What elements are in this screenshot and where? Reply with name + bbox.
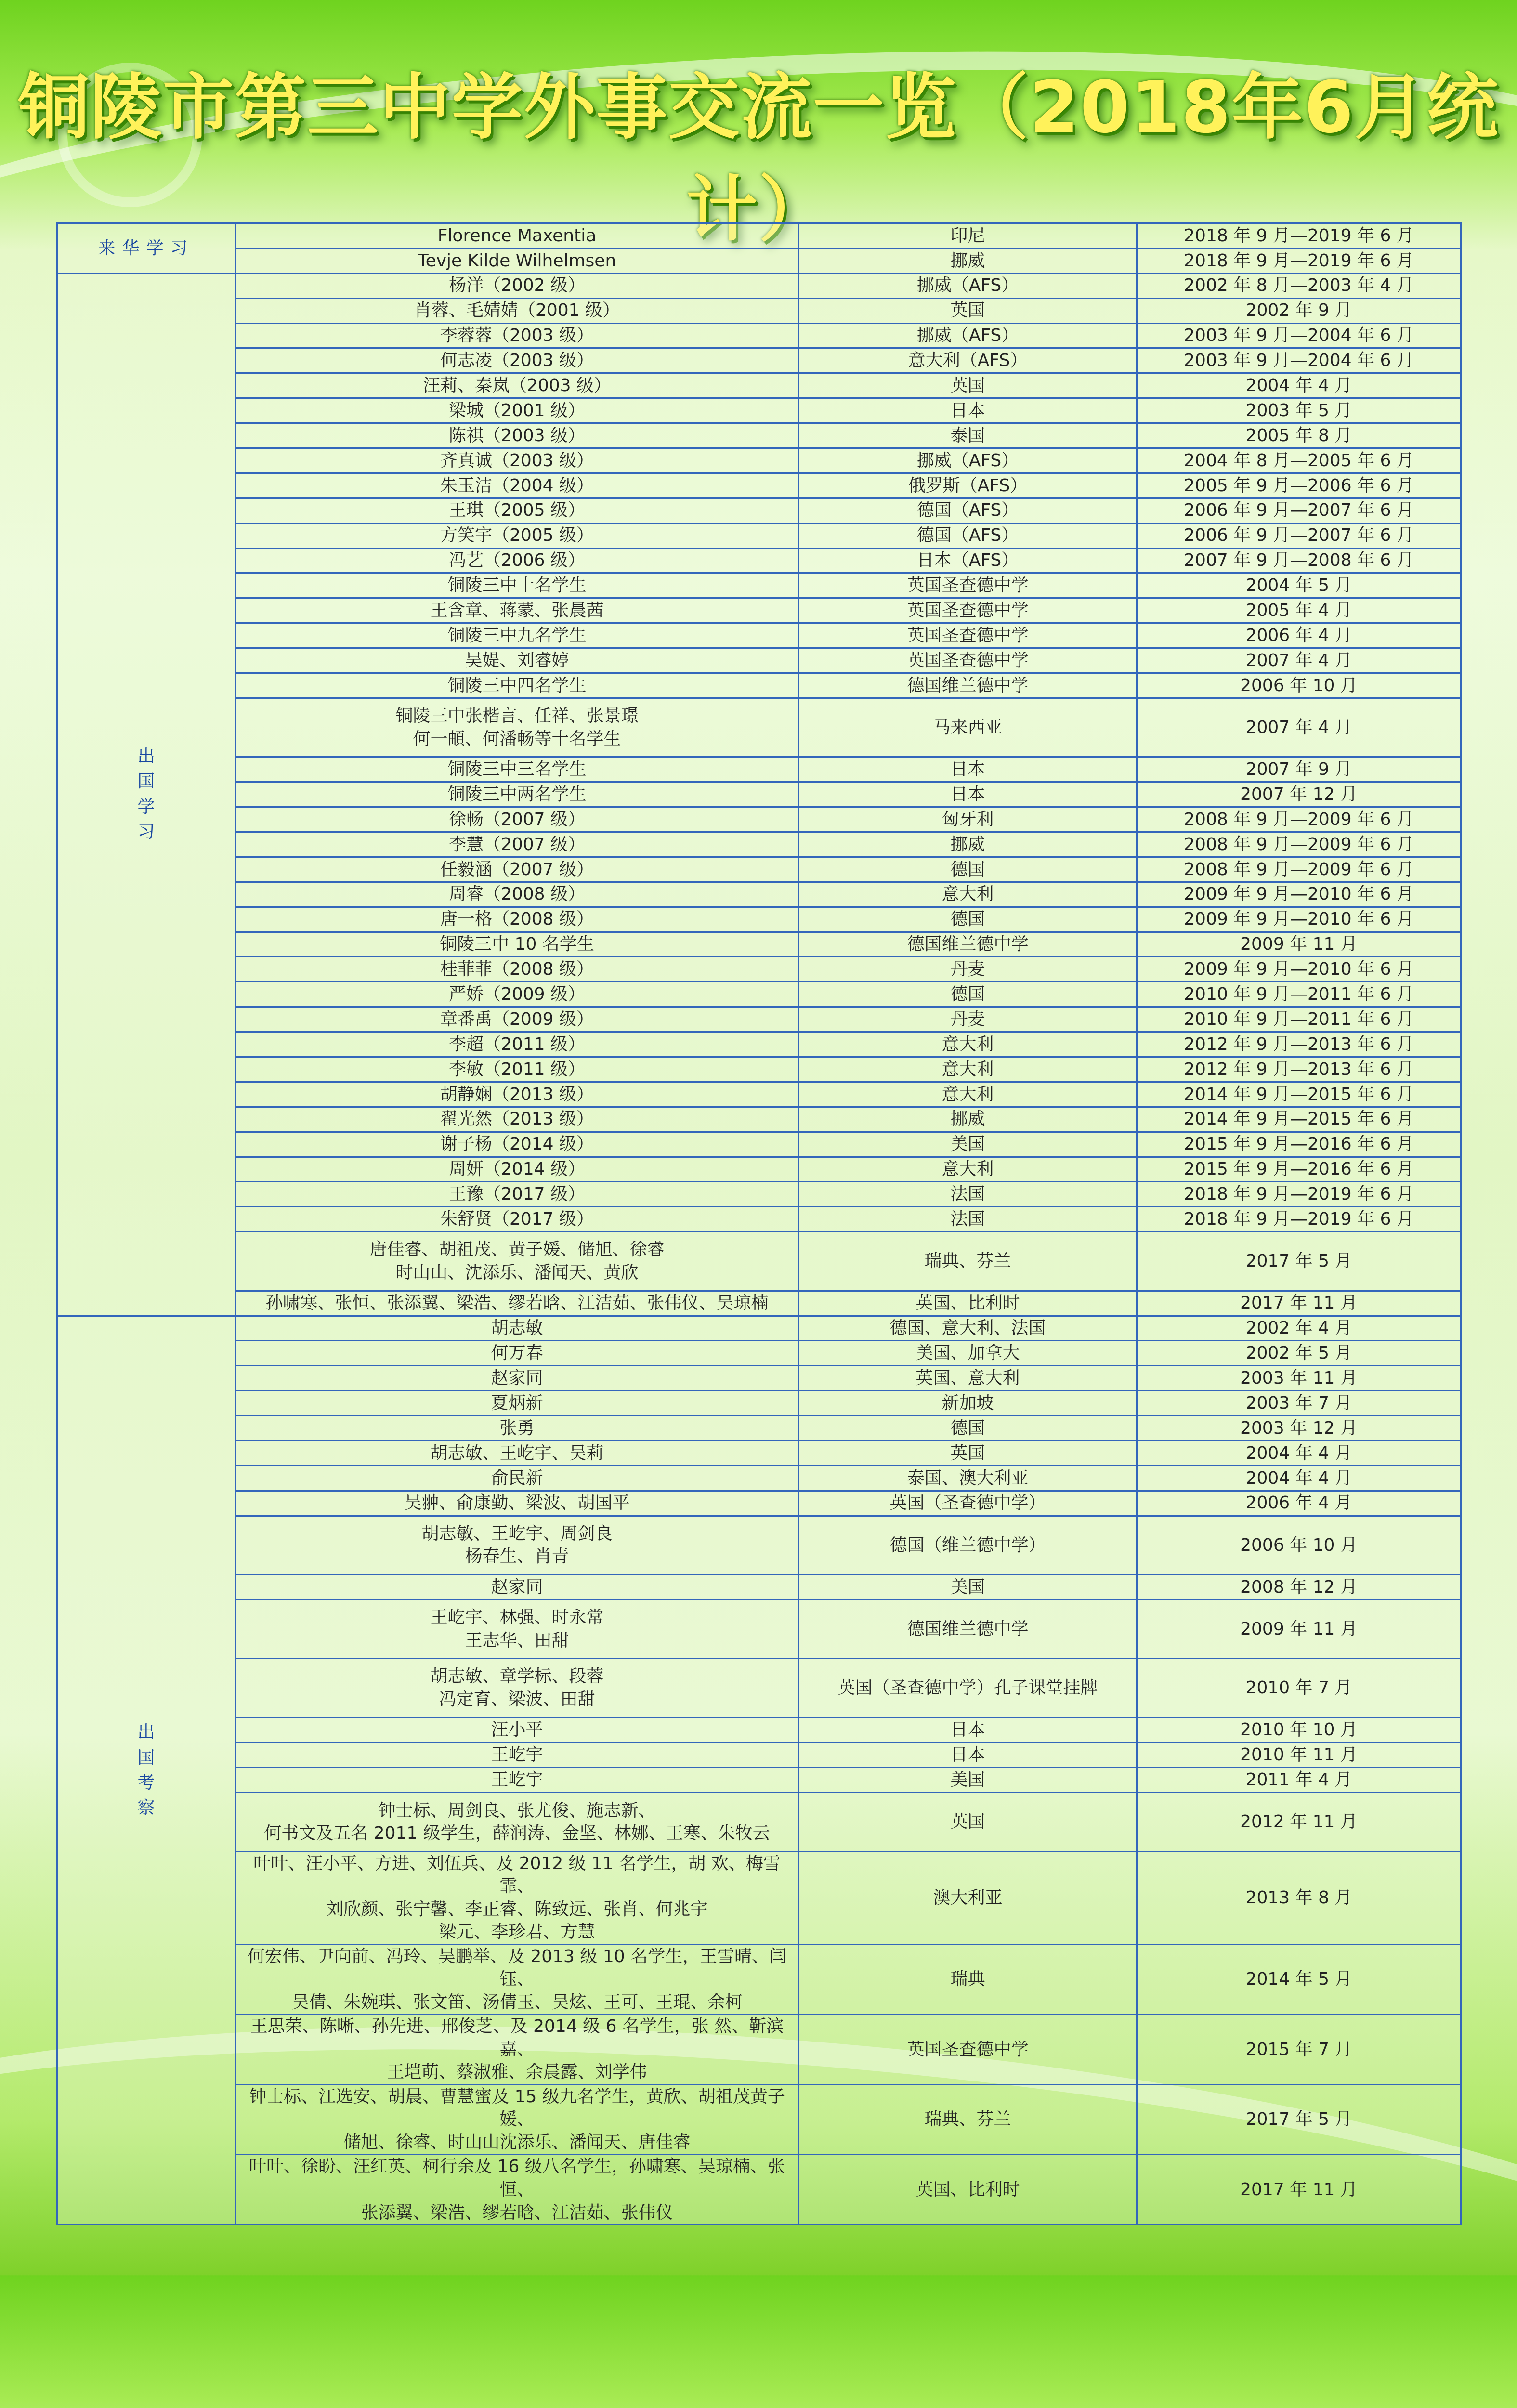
cell-time: 2003 年 9 月—2004 年 6 月 bbox=[1137, 323, 1461, 348]
cell-destination: 挪威（AFS） bbox=[799, 448, 1137, 473]
table-row bbox=[57, 1516, 1461, 1574]
cell-time: 2017 年 5 月 bbox=[1137, 2084, 1461, 2155]
cell-destination: 德国维兰德中学 bbox=[799, 1599, 1137, 1658]
cell-names: 胡志敏 bbox=[235, 1316, 799, 1341]
table-row bbox=[57, 1391, 1461, 1416]
cell-time: 2017 年 11 月 bbox=[1137, 2155, 1461, 2225]
cell-destination: 英国圣查德中学 bbox=[799, 648, 1137, 673]
cell-destination: 法国 bbox=[799, 1207, 1137, 1232]
table-row bbox=[57, 1416, 1461, 1441]
cell-destination: 意大利 bbox=[799, 1032, 1137, 1057]
cell-destination: 英国圣查德中学 bbox=[799, 598, 1137, 623]
cell-destination: 英国圣查德中学 bbox=[799, 623, 1137, 648]
table-row bbox=[57, 1232, 1461, 1291]
cell-time: 2015 年 9 月—2016 年 6 月 bbox=[1137, 1132, 1461, 1157]
cell-names: 铜陵三中十名学生 bbox=[235, 573, 799, 598]
cell-names: 汪小平 bbox=[235, 1717, 799, 1742]
table-row bbox=[57, 1440, 1461, 1466]
cell-names: 李超（2011 级） bbox=[235, 1032, 799, 1057]
table-row bbox=[57, 957, 1461, 982]
cell-destination: 德国（AFS） bbox=[799, 523, 1137, 548]
table-row bbox=[57, 348, 1461, 373]
cell-time: 2009 年 9 月—2010 年 6 月 bbox=[1137, 907, 1461, 932]
cell-time: 2012 年 11 月 bbox=[1137, 1793, 1461, 1851]
cell-destination: 德国、意大利、法国 bbox=[799, 1316, 1137, 1341]
cell-names: 赵家同 bbox=[235, 1366, 799, 1391]
cell-destination: 英国（圣查德中学）孔子课堂挂牌 bbox=[799, 1659, 1137, 1717]
table-row bbox=[57, 548, 1461, 573]
category-lai-hua bbox=[57, 223, 235, 274]
cell-time: 2014 年 5 月 bbox=[1137, 1944, 1461, 2015]
cell-names: 钟士标、江选安、胡晨、曹慧蜜及 15 级九名学生，黄欣、胡祖茂黄子媛、 储旭、徐睿、时山山沈添乐、潘闻天、唐佳睿 bbox=[235, 2084, 799, 2155]
cell-destination: 英国 bbox=[799, 1793, 1137, 1851]
cell-destination: 意大利 bbox=[799, 882, 1137, 907]
cell-time: 2006 年 9 月—2007 年 6 月 bbox=[1137, 498, 1461, 523]
cell-destination: 英国、比利时 bbox=[799, 2155, 1137, 2225]
cell-time: 2007 年 12 月 bbox=[1137, 782, 1461, 807]
cell-time: 2008 年 9 月—2009 年 6 月 bbox=[1137, 807, 1461, 832]
cell-destination: 英国 bbox=[799, 373, 1137, 398]
cell-destination: 意大利 bbox=[799, 1082, 1137, 1107]
cell-time: 2006 年 4 月 bbox=[1137, 1491, 1461, 1516]
cell-time: 2008 年 9 月—2009 年 6 月 bbox=[1137, 832, 1461, 857]
cell-names: Tevje Kilde Wilhelmsen bbox=[235, 248, 799, 273]
cell-time: 2013 年 8 月 bbox=[1137, 1851, 1461, 1944]
cell-names: 铜陵三中三名学生 bbox=[235, 757, 799, 782]
cell-time: 2018 年 9 月—2019 年 6 月 bbox=[1137, 1207, 1461, 1232]
table-row bbox=[57, 1316, 1461, 1341]
table-row bbox=[57, 1793, 1461, 1851]
cell-time: 2009 年 9 月—2010 年 6 月 bbox=[1137, 957, 1461, 982]
table-row bbox=[57, 1944, 1461, 2015]
cell-names: 齐真诚（2003 级） bbox=[235, 448, 799, 473]
cell-names: 唐佳睿、胡祖茂、黄子媛、储旭、徐睿 时山山、沈添乐、潘闻天、黄欣 bbox=[235, 1232, 799, 1291]
cell-time: 2003 年 5 月 bbox=[1137, 398, 1461, 423]
table-row bbox=[57, 1575, 1461, 1600]
cell-names: 吴翀、俞康勤、梁波、胡国平 bbox=[235, 1491, 799, 1516]
cell-destination: 英国圣查德中学 bbox=[799, 2015, 1137, 2085]
table-row bbox=[57, 2015, 1461, 2085]
cell-destination: 丹麦 bbox=[799, 957, 1137, 982]
table-row bbox=[57, 1057, 1461, 1082]
cell-time: 2018 年 9 月—2019 年 6 月 bbox=[1137, 223, 1461, 249]
cell-destination: 匈牙利 bbox=[799, 807, 1137, 832]
cell-names: 王琪（2005 级） bbox=[235, 498, 799, 523]
table-row bbox=[57, 423, 1461, 448]
cell-names: 王屹宇 bbox=[235, 1767, 799, 1793]
cell-destination: 意大利 bbox=[799, 1157, 1137, 1182]
cell-time: 2005 年 8 月 bbox=[1137, 423, 1461, 448]
cell-time: 2007 年 9 月 bbox=[1137, 757, 1461, 782]
cell-names: 严娇（2009 级） bbox=[235, 982, 799, 1007]
table-row bbox=[57, 882, 1461, 907]
cell-time: 2008 年 12 月 bbox=[1137, 1575, 1461, 1600]
cell-destination: 日本 bbox=[799, 1742, 1137, 1767]
cell-destination: 德国 bbox=[799, 982, 1137, 1007]
cell-destination: 德国 bbox=[799, 907, 1137, 932]
cell-names: 铜陵三中九名学生 bbox=[235, 623, 799, 648]
cell-names: 张勇 bbox=[235, 1416, 799, 1441]
cell-destination: 印尼 bbox=[799, 223, 1137, 249]
cell-destination: 马来西亚 bbox=[799, 698, 1137, 757]
cell-time: 2002 年 8 月—2003 年 4 月 bbox=[1137, 273, 1461, 298]
cell-time: 2004 年 4 月 bbox=[1137, 373, 1461, 398]
table-row bbox=[57, 1082, 1461, 1107]
cell-time: 2003 年 12 月 bbox=[1137, 1416, 1461, 1441]
cell-destination: 意大利（AFS） bbox=[799, 348, 1137, 373]
table-row bbox=[57, 2084, 1461, 2155]
cell-destination: 美国 bbox=[799, 1767, 1137, 1793]
cell-time: 2014 年 9 月—2015 年 6 月 bbox=[1137, 1082, 1461, 1107]
cell-time: 2011 年 4 月 bbox=[1137, 1767, 1461, 1793]
cell-time: 2009 年 11 月 bbox=[1137, 1599, 1461, 1658]
cell-time: 2009 年 11 月 bbox=[1137, 932, 1461, 957]
cell-destination: 瑞典、芬兰 bbox=[799, 1232, 1137, 1291]
cell-destination: 日本 bbox=[799, 782, 1137, 807]
cell-names: 铜陵三中 10 名学生 bbox=[235, 932, 799, 957]
cell-time: 2008 年 9 月—2009 年 6 月 bbox=[1137, 857, 1461, 882]
table-row bbox=[57, 757, 1461, 782]
cell-time: 2015 年 7 月 bbox=[1137, 2015, 1461, 2085]
table-row bbox=[57, 1291, 1461, 1316]
cell-destination: 意大利 bbox=[799, 1057, 1137, 1082]
cell-time: 2007 年 9 月—2008 年 6 月 bbox=[1137, 548, 1461, 573]
cell-destination: 挪威 bbox=[799, 248, 1137, 273]
poster-title: 铜陵市第三中学外事交流一览（2018年6月统计） bbox=[18, 66, 1499, 251]
cell-time: 2014 年 9 月—2015 年 6 月 bbox=[1137, 1107, 1461, 1132]
cell-time: 2010 年 9 月—2011 年 6 月 bbox=[1137, 982, 1461, 1007]
table-row bbox=[57, 598, 1461, 623]
cell-names: 周妍（2014 级） bbox=[235, 1157, 799, 1182]
cell-names: 李慧（2007 级） bbox=[235, 832, 799, 857]
table-row bbox=[57, 932, 1461, 957]
table-row bbox=[57, 248, 1461, 273]
cell-destination: 挪威（AFS） bbox=[799, 323, 1137, 348]
cell-destination: 日本 bbox=[799, 398, 1137, 423]
cell-destination: 美国 bbox=[799, 1132, 1137, 1157]
cell-names: 章番禹（2009 级） bbox=[235, 1007, 799, 1032]
cell-destination: 英国圣查德中学 bbox=[799, 573, 1137, 598]
table-row bbox=[57, 673, 1461, 698]
cell-names: 徐畅（2007 级） bbox=[235, 807, 799, 832]
cell-names: 胡志敏、章学标、段蓉 冯定育、梁波、田甜 bbox=[235, 1659, 799, 1717]
cell-time: 2010 年 10 月 bbox=[1137, 1717, 1461, 1742]
cell-time: 2010 年 7 月 bbox=[1137, 1659, 1461, 1717]
cell-time: 2018 年 9 月—2019 年 6 月 bbox=[1137, 248, 1461, 273]
cell-names: 铜陵三中两名学生 bbox=[235, 782, 799, 807]
table-row bbox=[57, 1132, 1461, 1157]
cell-time: 2012 年 9 月—2013 年 6 月 bbox=[1137, 1057, 1461, 1082]
table-row bbox=[57, 1717, 1461, 1742]
cell-destination: 英国、意大利 bbox=[799, 1366, 1137, 1391]
table-row bbox=[57, 1767, 1461, 1793]
table-row bbox=[57, 573, 1461, 598]
table-row bbox=[57, 857, 1461, 882]
cell-time: 2018 年 9 月—2019 年 6 月 bbox=[1137, 1182, 1461, 1207]
table-row bbox=[57, 1491, 1461, 1516]
cell-names: 王屹宇、林强、时永常 王志华、田甜 bbox=[235, 1599, 799, 1658]
cell-names: 周睿（2008 级） bbox=[235, 882, 799, 907]
table-row bbox=[57, 1207, 1461, 1232]
cell-time: 2003 年 11 月 bbox=[1137, 1366, 1461, 1391]
cell-destination: 德国维兰德中学 bbox=[799, 673, 1137, 698]
cell-names: 谢子杨（2014 级） bbox=[235, 1132, 799, 1157]
table-row bbox=[57, 2155, 1461, 2225]
cell-time: 2007 年 4 月 bbox=[1137, 648, 1461, 673]
cell-destination: 挪威 bbox=[799, 832, 1137, 857]
cell-names: 叶叶、汪小平、方进、刘伍兵、及 2012 级 11 名学生，胡 欢、梅雪霏、 刘欣颜、张宁馨、李正睿、陈致远、张肖、何兆宇 梁元、李珍君、方慧 bbox=[235, 1851, 799, 1944]
cell-names: 任毅涵（2007 级） bbox=[235, 857, 799, 882]
cell-names: 肖蓉、毛婧婧（2001 级） bbox=[235, 298, 799, 323]
cell-destination: 法国 bbox=[799, 1182, 1137, 1207]
cell-names: 陈祺（2003 级） bbox=[235, 423, 799, 448]
table-row bbox=[57, 1659, 1461, 1717]
table-row bbox=[57, 1182, 1461, 1207]
table-row bbox=[57, 832, 1461, 857]
table-row bbox=[57, 223, 1461, 249]
cell-destination: 丹麦 bbox=[799, 1007, 1137, 1032]
table-row bbox=[57, 782, 1461, 807]
table-row bbox=[57, 1032, 1461, 1057]
table-row bbox=[57, 523, 1461, 548]
exchange-table-wrapper bbox=[56, 222, 1460, 2223]
cell-time: 2003 年 7 月 bbox=[1137, 1391, 1461, 1416]
table-row bbox=[57, 1599, 1461, 1658]
cell-names: 王含章、蒋蒙、张晨茜 bbox=[235, 598, 799, 623]
cell-names: 汪莉、秦岚（2003 级） bbox=[235, 373, 799, 398]
cell-names: 胡志敏、王屹宇、周剑良 杨春生、肖青 bbox=[235, 1516, 799, 1574]
cell-names: 冯艺（2006 级） bbox=[235, 548, 799, 573]
cell-names: 俞民新 bbox=[235, 1466, 799, 1491]
table-row bbox=[57, 907, 1461, 932]
cell-names: 夏炳新 bbox=[235, 1391, 799, 1416]
cell-destination: 德国 bbox=[799, 857, 1137, 882]
cell-destination: 日本 bbox=[799, 1717, 1137, 1742]
cell-names: 何宏伟、尹向前、冯玲、吴鹏举、及 2013 级 10 名学生，王雪晴、闫钰、 吴倩、朱婉琪、张文笛、汤倩玉、吴炫、王可、王琨、余柯 bbox=[235, 1944, 799, 2015]
table-row bbox=[57, 1107, 1461, 1132]
cell-time: 2006 年 9 月—2007 年 6 月 bbox=[1137, 523, 1461, 548]
table-row bbox=[57, 498, 1461, 523]
cell-names: 翟光然（2013 级） bbox=[235, 1107, 799, 1132]
cell-names: 铜陵三中四名学生 bbox=[235, 673, 799, 698]
cell-time: 2007 年 4 月 bbox=[1137, 698, 1461, 757]
cell-time: 2002 年 5 月 bbox=[1137, 1341, 1461, 1366]
cell-names: 铜陵三中张楷言、任祥、张景璟 何一頔、何潘畅等十名学生 bbox=[235, 698, 799, 757]
cell-destination: 英国、比利时 bbox=[799, 1291, 1137, 1316]
table-row bbox=[57, 623, 1461, 648]
cell-names: 杨洋（2002 级） bbox=[235, 273, 799, 298]
cell-time: 2017 年 5 月 bbox=[1137, 1232, 1461, 1291]
cell-destination: 德国 bbox=[799, 1416, 1137, 1441]
cell-names: 叶叶、徐盼、汪红英、柯行余及 16 级八名学生，孙啸寒、吴琼楠、张恒、 张添翼、梁浩、缪若晗、江洁茹、张伟仪 bbox=[235, 2155, 799, 2225]
cell-time: 2010 年 9 月—2011 年 6 月 bbox=[1137, 1007, 1461, 1032]
cell-destination: 泰国、澳大利亚 bbox=[799, 1466, 1137, 1491]
table-row bbox=[57, 807, 1461, 832]
cell-destination: 英国 bbox=[799, 1440, 1137, 1466]
cell-time: 2006 年 10 月 bbox=[1137, 673, 1461, 698]
cell-names: 梁城（2001 级） bbox=[235, 398, 799, 423]
cell-names: Florence Maxentia bbox=[235, 223, 799, 249]
cell-names: 王屹宇 bbox=[235, 1742, 799, 1767]
cell-destination: 美国 bbox=[799, 1575, 1137, 1600]
cell-time: 2009 年 9 月—2010 年 6 月 bbox=[1137, 882, 1461, 907]
cell-time: 2003 年 9 月—2004 年 6 月 bbox=[1137, 348, 1461, 373]
cell-names: 王思荣、陈晰、孙先进、邢俊芝、及 2014 级 6 名学生，张 然、靳滨嘉、 王垲萌、蔡淑雅、余晨露、刘学伟 bbox=[235, 2015, 799, 2085]
cell-names: 朱舒贤（2017 级） bbox=[235, 1207, 799, 1232]
cell-destination: 瑞典、芬兰 bbox=[799, 2084, 1137, 2155]
cell-time: 2012 年 9 月—2013 年 6 月 bbox=[1137, 1032, 1461, 1057]
table-row bbox=[57, 1851, 1461, 1944]
table-row bbox=[57, 323, 1461, 348]
cell-time: 2006 年 4 月 bbox=[1137, 623, 1461, 648]
table-row bbox=[57, 298, 1461, 323]
cell-names: 桂菲菲（2008 级） bbox=[235, 957, 799, 982]
cell-names: 方笑宇（2005 级） bbox=[235, 523, 799, 548]
table-row bbox=[57, 982, 1461, 1007]
cell-time: 2004 年 5 月 bbox=[1137, 573, 1461, 598]
table-row bbox=[57, 448, 1461, 473]
category-chu-guo-xuexi bbox=[57, 273, 235, 1316]
cell-destination: 日本 bbox=[799, 757, 1137, 782]
cell-destination: 德国维兰德中学 bbox=[799, 932, 1137, 957]
cell-destination: 挪威 bbox=[799, 1107, 1137, 1132]
cell-time: 2002 年 9 月 bbox=[1137, 298, 1461, 323]
cell-time: 2010 年 11 月 bbox=[1137, 1742, 1461, 1767]
table-row bbox=[57, 398, 1461, 423]
category-label: 出国学习 bbox=[137, 746, 155, 842]
table-row bbox=[57, 1466, 1461, 1491]
cell-time: 2004 年 8 月—2005 年 6 月 bbox=[1137, 448, 1461, 473]
table-row bbox=[57, 1366, 1461, 1391]
cell-destination: 德国（维兰德中学） bbox=[799, 1516, 1137, 1574]
cell-names: 李敏（2011 级） bbox=[235, 1057, 799, 1082]
table-row bbox=[57, 648, 1461, 673]
table-row bbox=[57, 1742, 1461, 1767]
cell-destination: 美国、加拿大 bbox=[799, 1341, 1137, 1366]
cell-time: 2017 年 11 月 bbox=[1137, 1291, 1461, 1316]
table-row bbox=[57, 1157, 1461, 1182]
cell-destination: 德国（AFS） bbox=[799, 498, 1137, 523]
cell-destination: 泰国 bbox=[799, 423, 1137, 448]
cell-time: 2005 年 4 月 bbox=[1137, 598, 1461, 623]
cell-names: 钟士标、周剑良、张尤俊、施志新、 何书文及五名 2011 级学生，薛润涛、金坚、林娜、王寒、朱牧云 bbox=[235, 1793, 799, 1851]
cell-names: 何志凌（2003 级） bbox=[235, 348, 799, 373]
cell-time: 2006 年 10 月 bbox=[1137, 1516, 1461, 1574]
cell-time: 2005 年 9 月—2006 年 6 月 bbox=[1137, 473, 1461, 498]
category-label: 出国考察 bbox=[137, 1722, 155, 1818]
table-row bbox=[57, 373, 1461, 398]
cell-time: 2002 年 4 月 bbox=[1137, 1316, 1461, 1341]
cell-names: 赵家同 bbox=[235, 1575, 799, 1600]
cell-time: 2004 年 4 月 bbox=[1137, 1440, 1461, 1466]
cell-time: 2004 年 4 月 bbox=[1137, 1466, 1461, 1491]
cell-names: 何万春 bbox=[235, 1341, 799, 1366]
category-chu-guo-kaocha bbox=[57, 1316, 235, 2225]
cell-destination: 日本（AFS） bbox=[799, 548, 1137, 573]
cell-destination: 新加坡 bbox=[799, 1391, 1137, 1416]
cell-names: 吴媞、刘睿婷 bbox=[235, 648, 799, 673]
cell-destination: 挪威（AFS） bbox=[799, 273, 1137, 298]
table-row bbox=[57, 273, 1461, 298]
cell-destination: 英国（圣查德中学） bbox=[799, 1491, 1137, 1516]
cell-names: 唐一格（2008 级） bbox=[235, 907, 799, 932]
exchange-table bbox=[56, 222, 1462, 2225]
cell-destination: 英国 bbox=[799, 298, 1137, 323]
table-row bbox=[57, 1007, 1461, 1032]
cell-names: 王豫（2017 级） bbox=[235, 1182, 799, 1207]
cell-names: 朱玉洁（2004 级） bbox=[235, 473, 799, 498]
cell-names: 孙啸寒、张恒、张添翼、梁浩、缪若晗、江洁茹、张伟仪、吴琼楠 bbox=[235, 1291, 799, 1316]
cell-names: 胡静娴（2013 级） bbox=[235, 1082, 799, 1107]
cell-time: 2015 年 9 月—2016 年 6 月 bbox=[1137, 1157, 1461, 1182]
category-label: 来华学习 bbox=[98, 238, 195, 258]
cell-destination: 澳大利亚 bbox=[799, 1851, 1137, 1944]
cell-names: 胡志敏、王屹宇、吴莉 bbox=[235, 1440, 799, 1466]
table-row bbox=[57, 1341, 1461, 1366]
table-row bbox=[57, 698, 1461, 757]
cell-destination: 俄罗斯（AFS） bbox=[799, 473, 1137, 498]
cell-destination: 瑞典 bbox=[799, 1944, 1137, 2015]
table-row bbox=[57, 473, 1461, 498]
cell-names: 李蓉蓉（2003 级） bbox=[235, 323, 799, 348]
